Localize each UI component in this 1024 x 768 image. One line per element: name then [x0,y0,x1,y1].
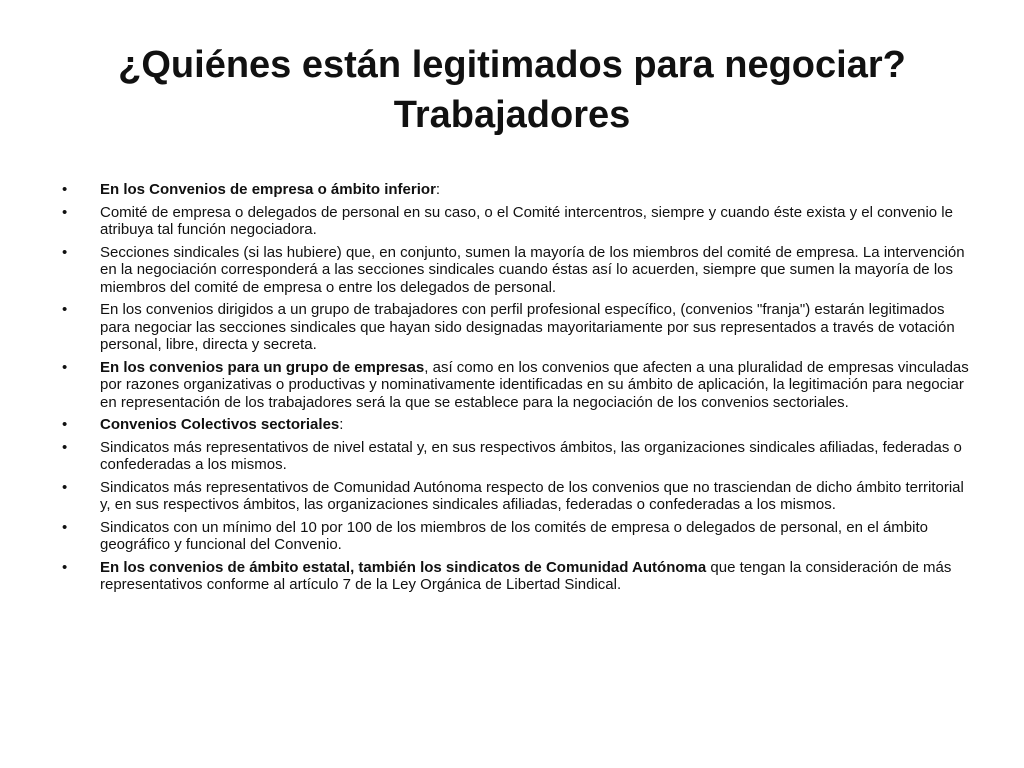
bullet-bold-text: Convenios Colectivos sectoriales [100,416,340,433]
slide-title-line-2: Trabajadores [393,94,631,136]
bullet-text: , así como en los convenios que afecten a una pluralidad de empresas vinculadas por razones organizativas o productivas y nominativamente identificadas en su ámbito de aplicación, la legitimación para negociar en representación de los trabajadores será la que se establece para la negociación de los convenios sectoriales. [100,358,969,411]
bullet-text: : [435,181,441,198]
bullet-text: Sindicatos más representativos de nivel estatal y, en sus respectivos ámbitos, las organizaciones sindicales afiliadas, federadas o confederadas a los mismos. [100,438,962,473]
bullet-text: : [339,416,344,433]
bullet-text: Sindicatos con un mínimo del 10 por 100 de los miembros de los comités de empresa o delegados de personal, en el ámbito geográfico y funcional del Convenio. [100,518,928,553]
slide-title [60,40,964,140]
bullet-item [60,244,972,297]
bullet-text: Secciones sindicales (si las hubiere) que, en conjunto, sumen la mayoría de los miembros del comité de empresa. La intervención en la negociación corresponderá a las secciones sindicales cuando éstas así lo acuerden, siempre que sumen la mayoría de los miembros del comité de empresa o entre los delegados de personal. [100,243,965,296]
bullet-item [60,439,972,474]
bullet-item [60,519,972,554]
bullet-text: Comité de empresa o delegados de personal en su caso, o el Comité intercentros, siempre y cuando éste exista y el convenio le atribuya tal función negociadora. [100,203,953,238]
slide-title-line-1: ¿Quiénes están legitimados para negociar? [118,44,906,86]
bullet-item [60,181,972,199]
bullet-item [60,559,972,594]
bullet-text: En los convenios dirigidos a un grupo de trabajadores con perfil profesional específico, (convenios "franja") estarán legitimados para negociar las secciones sindicales que hayan sido designadas mayoritariamente por sus representados a través de votación personal, libre, directa y secreta. [100,301,955,353]
bullet-list [60,181,972,599]
bullet-text: que tengan la consideración de más representativos conforme al artículo 7 de la Ley Orgánica de Libertad Sindical. [100,558,952,593]
bullet-bold-text: En los Convenios de empresa o ámbito inferior [100,181,436,198]
bullet-item [60,301,972,354]
bullet-item [60,416,972,434]
bullet-bold-text: En los convenios de ámbito estatal, también los sindicatos de Comunidad Autónoma [100,558,707,576]
bullet-item [60,359,972,412]
bullet-bold-text: En los convenios para un grupo de empresas [100,358,425,376]
bullet-text: Sindicatos más representativos de Comunidad Autónoma respecto de los convenios que no trasciendan de dicho ámbito territorial y, en sus respectivos ámbitos, las organizaciones sindicales afiliadas, federadas o confederadas a los mismos. [100,478,964,513]
bullet-item [60,204,972,239]
bullet-item [60,479,972,514]
